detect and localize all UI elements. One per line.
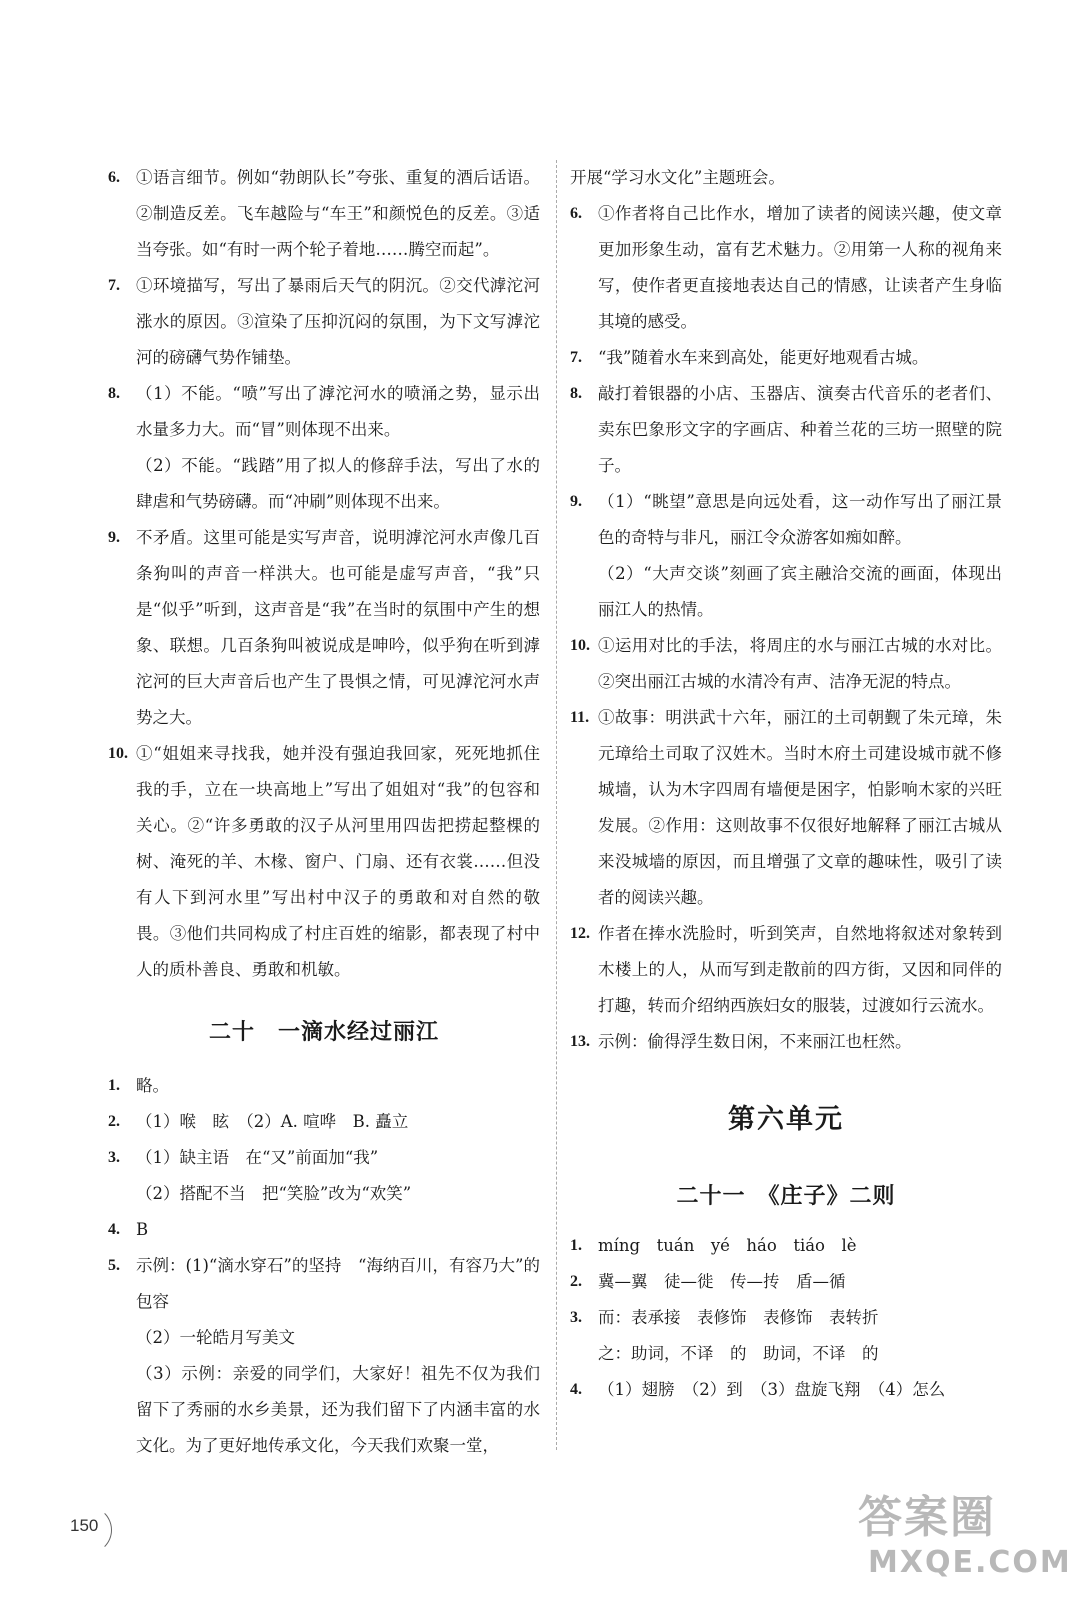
item-text: 敲打着银器的小店、玉器店、演奏古代音乐的老者们、卖东巴象形文字的字画店、种着兰花的三坊一照壁的院子。 bbox=[598, 384, 1002, 475]
answer-item bbox=[570, 1024, 1002, 1060]
item-subtext: （2）一轮皓月写美文 bbox=[136, 1328, 295, 1347]
answer-item bbox=[108, 160, 540, 268]
answer-item bbox=[108, 736, 540, 988]
item-number: 4. bbox=[108, 1221, 120, 1238]
item-text: ①故事：明洪武十六年，丽江的土司朝觐了朱元璋，朱元璋给土司取了汉姓木。当时木府土司建设城市就不修城墙，认为木字四周有墙便是困字，怕影响木家的兴旺发展。②作用：这则故事不仅很好地解释了丽江古城从来没城墙的原因，而且增强了文章的趣味性，吸引了读者的阅读兴趣。 bbox=[598, 708, 1002, 907]
answer-item bbox=[108, 376, 540, 520]
answer-item bbox=[108, 1068, 540, 1104]
item-subtext: （2）“大声交谈”刻画了宾主融洽交流的画面，体现出丽江人的热情。 bbox=[598, 564, 1002, 619]
lesson-heading: 二十一 《庄子》二则 bbox=[676, 1183, 896, 1209]
column-divider bbox=[556, 160, 557, 1450]
item-number: 1. bbox=[570, 1237, 582, 1254]
item-text: （1）不能。“喷”写出了滹沱河水的喷涌之势，显示出水量多力大。而“冒”则体现不出来。 bbox=[136, 384, 540, 439]
item-number: 2. bbox=[570, 1273, 582, 1290]
answer-item bbox=[570, 916, 1002, 1024]
answer-item bbox=[570, 340, 1002, 376]
answer-item bbox=[570, 196, 1002, 340]
item-subtext: （3）示例：亲爱的同学们，大家好！祖先不仅为我们留下了秀丽的水乡美景，还为我们留下了内涵丰富的水文化。为了更好地传承文化，今天我们欢聚一堂， bbox=[136, 1364, 540, 1455]
answer-item bbox=[108, 520, 540, 736]
item-number: 12. bbox=[570, 925, 590, 942]
item-number: 4. bbox=[570, 1381, 582, 1398]
answer-item bbox=[570, 1372, 1002, 1408]
answer-item bbox=[570, 700, 1002, 916]
watermark-logo bbox=[858, 1490, 1072, 1590]
item-text: （1）喉 眩 （2）A. 喧哗 B. 矗立 bbox=[136, 1112, 409, 1131]
answer-item bbox=[108, 1212, 540, 1248]
item-number: 9. bbox=[570, 493, 582, 510]
item-number: 7. bbox=[108, 277, 120, 294]
answer-item bbox=[570, 376, 1002, 484]
item-text: ①“姐姐来寻找我，她并没有强迫我回家，死死地抓住我的手，立在一块高地上”写出了姐姐对“我”的包容和关心。②“许多勇敢的汉子从河里用四齿把捞起整棵的树、淹死的羊、木椽、窗户、门扇、还有衣裳……但没有人下到河水里”写出村中汉子的勇敢和对自然的敬畏。③他们共同构成了村庄百姓的缩影，都表现了村中人的质朴善良、勇敢和机敏。 bbox=[136, 744, 540, 979]
item-number: 13. bbox=[570, 1033, 590, 1050]
item-text: 略。 bbox=[136, 1076, 169, 1095]
answer-item bbox=[570, 628, 1002, 700]
left-column bbox=[108, 160, 540, 1464]
watermark-url: MXQE.COM bbox=[868, 1545, 1072, 1580]
item-number: 11. bbox=[570, 709, 590, 726]
item-number: 10. bbox=[570, 637, 590, 654]
watermark-title: 答案圈 bbox=[858, 1492, 996, 1543]
item-text: 示例：偷得浮生数日闲，不来丽江也枉然。 bbox=[598, 1032, 912, 1051]
unit-heading: 第六单元 bbox=[728, 1104, 844, 1135]
item-text: “我”随着水车来到高处，能更好地观看古城。 bbox=[598, 348, 929, 367]
item-number: 10. bbox=[108, 745, 128, 762]
item-text: 不矛盾。这里可能是实写声音，说明滹沱河水声像几百条狗叫的声音一样洪大。也可能是虚写声音，“我”只是“似乎”听到，这声音是“我”在当时的氛围中产生的想象、联想。几百条狗叫被说成是呻吟，似乎狗在听到滹沱河的巨大声音后也产生了畏惧之情，可见滹沱河水声势之大。 bbox=[136, 528, 540, 727]
answer-item bbox=[570, 1228, 1002, 1264]
item-number: 8. bbox=[570, 385, 582, 402]
item-subtext: 之：助词，不译 的 助词，不译 的 bbox=[598, 1344, 879, 1363]
answer-item bbox=[108, 268, 540, 376]
item-subtext: （2）搭配不当 把“笑脸”改为“欢笑” bbox=[136, 1184, 412, 1203]
item-text: 而：表承接 表修饰 表修饰 表转折 bbox=[598, 1308, 879, 1327]
item-number: 6. bbox=[570, 205, 582, 222]
item-text: B bbox=[136, 1220, 149, 1239]
item-number: 3. bbox=[570, 1309, 582, 1326]
answer-item bbox=[108, 1248, 540, 1464]
item-text: ①作者将自己比作水，增加了读者的阅读兴趣，使文章更加形象生动，富有艺术魅力。②用第一人称的视角来写，使作者更直接地表达自己的情感，让读者产生身临其境的感受。 bbox=[598, 204, 1002, 331]
item-text: 作者在捧水洗脸时，听到笑声，自然地将叙述对象转到木楼上的人，从而写到走散前的四方街，又因和同伴的打趣，转而介绍纳西族妇女的服装，过渡如行云流水。 bbox=[598, 924, 1002, 1015]
answer-item bbox=[108, 1140, 540, 1212]
item-subtext: （2）不能。“践踏”用了拟人的修辞手法，写出了水的肆虐和气势磅礴。而“冲刷”则体现不出来。 bbox=[136, 456, 540, 511]
answer-item bbox=[570, 1264, 1002, 1300]
item-number: 3. bbox=[108, 1149, 120, 1166]
item-text: míng tuán yé háo tiáo lè bbox=[598, 1236, 857, 1255]
item-number: 1. bbox=[108, 1077, 120, 1094]
answer-item bbox=[108, 1104, 540, 1140]
page-number: 150 bbox=[70, 1516, 99, 1535]
item-text: ①运用对比的手法，将周庄的水与丽江古城的水对比。②突出丽江古城的水清冷有声、洁净无泥的特点。 bbox=[598, 636, 1002, 691]
item-number: 6. bbox=[108, 169, 120, 186]
item-text: 示例：(1)“滴水穿石”的坚持 “海纳百川，有容乃大”的包容 bbox=[136, 1256, 540, 1311]
item-number: 7. bbox=[570, 349, 582, 366]
answer-item bbox=[570, 1300, 1002, 1372]
continuation-text: 开展“学习水文化”主题班会。 bbox=[570, 168, 785, 187]
item-number: 2. bbox=[108, 1113, 120, 1130]
item-text: 冀—翼 徒—徙 传—抟 盾—循 bbox=[598, 1272, 846, 1291]
item-text: （1）缺主语 在“又”前面加“我” bbox=[136, 1148, 379, 1167]
item-text: ①语言细节。例如“勃朗队长”夸张、重复的酒后话语。②制造反差。飞车越险与“车王”和颜悦色的反差。③适当夸张。如“有时一两个轮子着地……腾空而起”。 bbox=[136, 168, 540, 259]
item-text: ①环境描写，写出了暴雨后天气的阴沉。②交代滹沱河涨水的原因。③渲染了压抑沉闷的氛围，为下文写滹沱河的磅礴气势作铺垫。 bbox=[136, 276, 540, 367]
lesson-heading: 二十 一滴水经过丽江 bbox=[208, 1019, 439, 1045]
right-column bbox=[570, 160, 1002, 1408]
item-text: （1）“眺望”意思是向远处看，这一动作写出了丽江景色的奇特与非凡，丽江令众游客如痴如醉。 bbox=[598, 492, 1002, 547]
item-text: （1）翅膀 （2）到 （3）盘旋飞翔 （4）怎么 bbox=[598, 1380, 946, 1399]
item-number: 9. bbox=[108, 529, 120, 546]
item-number: 8. bbox=[108, 385, 120, 402]
item-number: 5. bbox=[108, 1257, 120, 1274]
answer-item bbox=[570, 484, 1002, 628]
